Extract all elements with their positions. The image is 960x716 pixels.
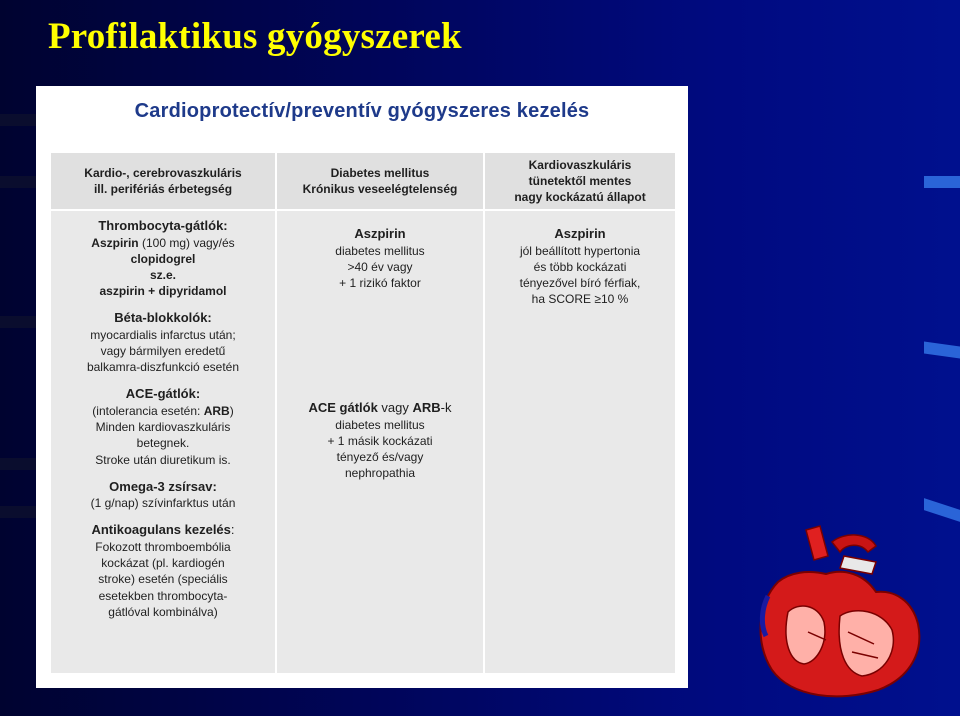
column-header-text: nagy kockázatú állapot xyxy=(514,190,646,205)
decor-stripe xyxy=(0,114,36,126)
block-line xyxy=(57,235,269,251)
block-line: tényezővel bíró férfiak, xyxy=(519,275,641,290)
aspirin-block xyxy=(283,225,477,291)
text: -k xyxy=(440,400,452,416)
block-title xyxy=(57,521,269,539)
block-line: sz.e. xyxy=(149,267,176,282)
heart-anatomy-icon xyxy=(748,512,928,702)
column-header-text: Kardiovaszkuláris xyxy=(528,157,632,172)
column-body-2 xyxy=(276,210,484,674)
block-line: gátlóval kombinálva) xyxy=(108,604,218,619)
anticoagulant-block xyxy=(57,521,269,619)
text: (intolerancia esetén: xyxy=(92,403,204,418)
block-line: diabetes mellitus xyxy=(335,417,425,432)
block-line: nephropathia xyxy=(344,466,416,481)
column-header-1 xyxy=(50,152,276,210)
decor-stripe xyxy=(0,458,36,470)
text: ) xyxy=(229,403,234,418)
block-line: (1 g/nap) szívinfarktus után xyxy=(90,496,236,511)
column-header-text: Diabetes mellitus xyxy=(330,165,430,180)
bold-text: ARB xyxy=(203,403,230,418)
block-line: Fokozott thromboembólia xyxy=(95,539,231,554)
block-title: Thrombocyta-gátlók: xyxy=(98,218,228,233)
block-title: Aszpirin xyxy=(354,226,406,241)
column-header-2 xyxy=(276,152,484,210)
block-line: kockázat (pl. kardiogén xyxy=(101,556,225,571)
thrombocyta-block xyxy=(57,217,269,299)
aspirin-block xyxy=(491,225,669,307)
block-line: esetekben thrombocyta- xyxy=(98,588,228,603)
block-line: clopidogrel xyxy=(130,251,196,266)
block-line: Stroke után diuretikum is. xyxy=(95,452,231,467)
column-header-3 xyxy=(484,152,676,210)
column-body-3 xyxy=(484,210,676,674)
block-line: tényező és/vagy xyxy=(336,450,424,465)
column-header-text: ill. perifériás érbetegség xyxy=(93,182,233,196)
block-line: >40 év vagy xyxy=(347,259,413,274)
block-line: balkamra-diszfunkció esetén xyxy=(86,360,240,375)
decor-stripe xyxy=(924,176,960,188)
block-line: myocardialis infarctus után; xyxy=(90,327,236,342)
beta-blocker-block xyxy=(57,309,269,375)
omega3-block xyxy=(57,478,269,512)
text: : xyxy=(230,522,235,538)
text: vagy xyxy=(377,400,413,416)
block-title: Béta-blokkolók: xyxy=(114,310,212,326)
block-line: vagy bármilyen eredetű xyxy=(100,344,226,359)
bold-text: ARB xyxy=(412,400,441,416)
block-line: betegnek. xyxy=(136,436,190,451)
block-title: Aszpirin xyxy=(554,226,606,241)
decor-stripe xyxy=(924,498,960,522)
ace-inhibitor-block xyxy=(57,385,269,467)
text: Antikoagulans kezelés xyxy=(91,522,231,538)
decor-stripe xyxy=(0,316,36,328)
bold-text: ACE gátlók xyxy=(308,400,378,416)
decor-stripe xyxy=(0,506,36,518)
block-line: + 1 másik kockázati xyxy=(327,433,433,448)
decor-stripe xyxy=(0,176,36,188)
block-title: ACE-gátlók: xyxy=(125,386,201,402)
block-line: stroke) esetén (speciális xyxy=(98,572,228,587)
block-title: Omega-3 zsírsav: xyxy=(109,478,217,494)
block-line: Minden kardiovaszkuláris xyxy=(95,420,231,435)
column-body-1 xyxy=(50,210,276,674)
block-line: ha SCORE ≥10 % xyxy=(531,292,629,307)
decor-stripe xyxy=(924,341,960,358)
block-line: jól beállított hypertonia xyxy=(519,243,641,258)
slide-title: Profilaktikus gyógyszerek xyxy=(48,16,462,57)
treatment-table xyxy=(50,152,676,674)
ace-arb-block xyxy=(283,399,477,481)
block-line xyxy=(57,403,269,419)
column-header-text: Krónikus veseelégtelenség xyxy=(302,182,458,196)
block-line: aszpirin + dipyridamol xyxy=(99,284,227,299)
text: (100 mg) vagy/és xyxy=(138,235,235,250)
content-panel xyxy=(36,86,688,688)
block-line: + 1 rizikó faktor xyxy=(339,275,421,290)
column-header-text: Kardio-, cerebrovaszkuláris xyxy=(84,165,242,180)
column-header-text: tünetektől mentes xyxy=(528,173,632,188)
bold-text: Aszpirin xyxy=(91,235,139,250)
block-line: diabetes mellitus xyxy=(335,243,425,258)
block-line: és több kockázati xyxy=(533,259,627,274)
block-title xyxy=(283,399,477,417)
panel-title: Cardioprotectív/preventív gyógyszeres kezelés xyxy=(134,100,590,122)
